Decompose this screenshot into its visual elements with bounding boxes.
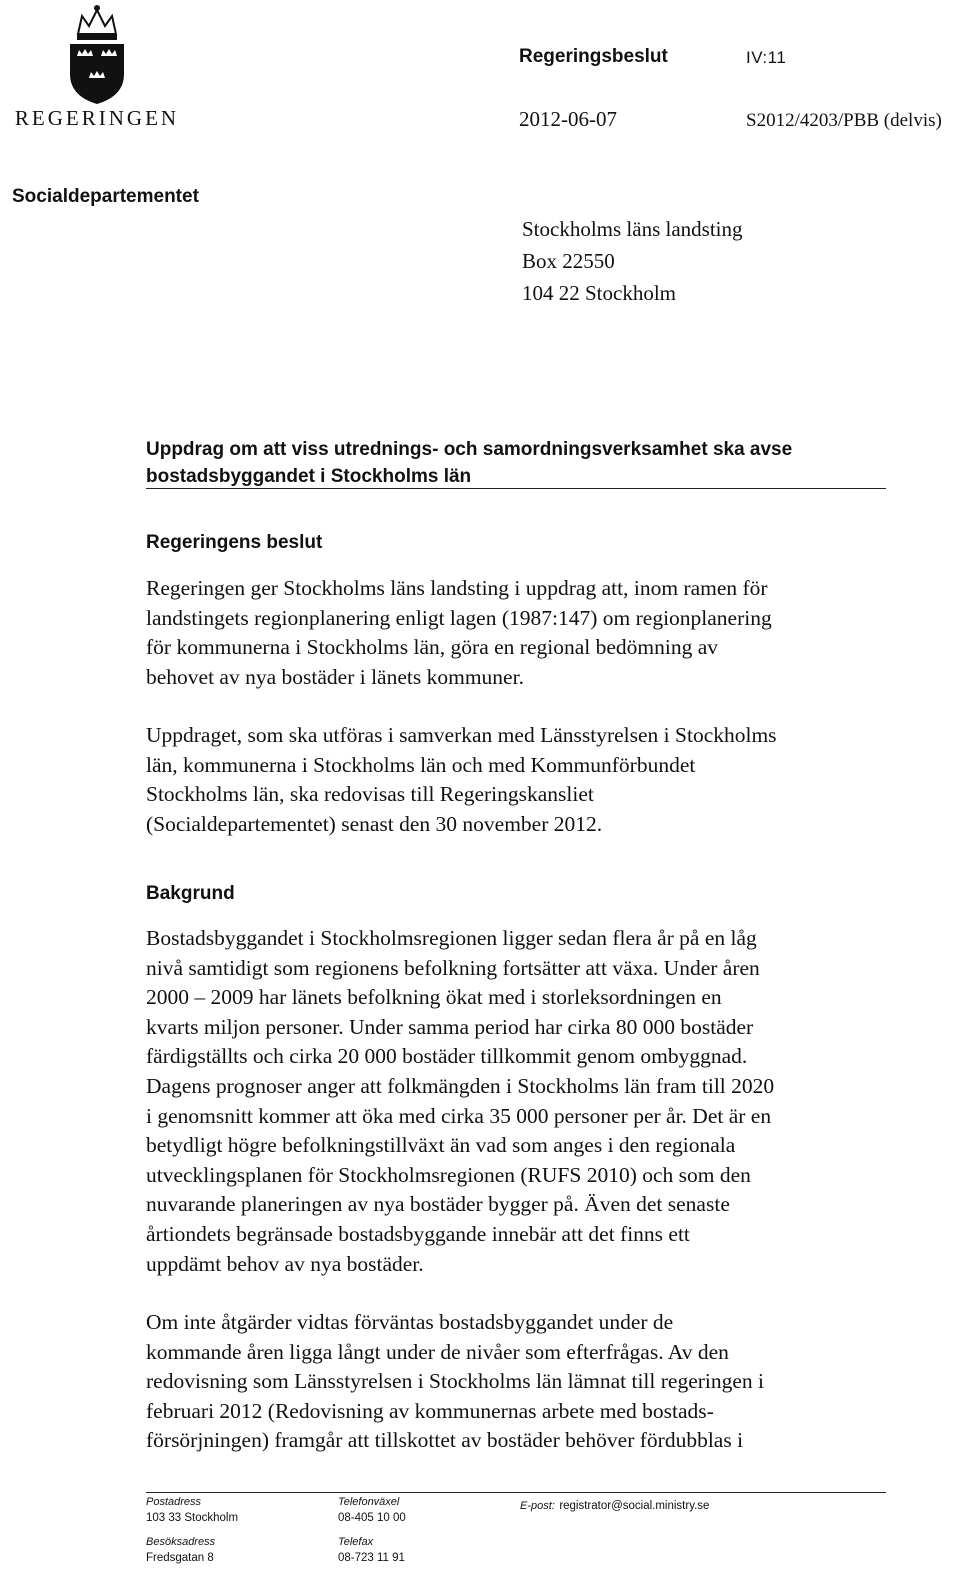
recipient-address <box>522 213 743 309</box>
text-line: i genomsnitt kommer att öka med cirka 35 000 personer per år. Det är en <box>146 1103 772 1128</box>
logo-wordmark: REGERINGEN <box>14 106 180 130</box>
email-label: E-post: <box>520 1500 555 1512</box>
fax-value: 08-723 11 91 <box>338 1552 405 1564</box>
text-line: uppdämt behov av nya bostäder. <box>146 1251 424 1276</box>
document-code: IV:11 <box>746 48 787 67</box>
postal-address-value: 103 33 Stockholm <box>146 1512 239 1524</box>
text-line: för kommunerna i Stockholms län, göra en regional bedömning av <box>146 635 719 660</box>
text-line: försörjningen) framgår att tillskottet av bostäder behöver fördubblas i <box>146 1428 744 1453</box>
visiting-address-value: Fredsgatan 8 <box>146 1552 214 1564</box>
text-line: Dagens prognoser anger att folkmängden i Stockholms län fram till 2020 <box>146 1073 775 1098</box>
email-row <box>520 1496 709 1514</box>
text-line: utvecklingsplanen för Stockholmsregionen (RUFS 2010) och som den <box>146 1162 751 1187</box>
recipient-box: Box 22550 <box>522 249 615 273</box>
subject-line: bostadsbyggandet i Stockholms län <box>146 466 472 487</box>
text-line: Stockholms län, ska redovisas till Regeringskansliet <box>146 782 594 807</box>
recipient-name: Stockholms läns landsting <box>522 217 743 241</box>
section-heading-bakgrund: Bakgrund <box>146 883 235 904</box>
paragraph-bakgrund-2 <box>146 1308 906 1456</box>
text-line: behovet av nya bostäder i länets kommuner. <box>146 664 524 689</box>
text-line: kommande åren ligga långt under de nivåer som efterfrågas. Av den <box>146 1339 729 1364</box>
text-line: årtiondets begränsade bostadsbyggande innebär att det finns ett <box>146 1221 690 1246</box>
document-date: 2012-06-07 <box>519 107 617 131</box>
email-link[interactable]: registrator@social.ministry.se <box>559 1500 710 1512</box>
text-line: kvarts miljon personer. Under samma period har cirka 80 000 bostäder <box>146 1014 754 1039</box>
text-line: län, kommunerna i Stockholms län och med Kommunförbundet <box>146 752 696 777</box>
paragraph-beslut-2 <box>146 721 906 839</box>
text-line: (Socialdepartementet) senast den 30 november 2012. <box>146 811 603 836</box>
paragraph-bakgrund-1 <box>146 924 906 1279</box>
recipient-city: 104 22 Stockholm <box>522 281 677 305</box>
text-line: Bostadsbyggandet i Stockholmsregionen ligger sedan flera år på en låg <box>146 926 757 950</box>
text-line: landstingets regionplanering enligt lagen (1987:147) om regionplanering <box>146 605 772 630</box>
text-line: februari 2012 (Redovisning av kommunernas arbete med bostads- <box>146 1398 714 1423</box>
paragraph-beslut-1 <box>146 574 906 692</box>
department-name: Socialdepartementet <box>12 186 199 207</box>
text-line: färdigställts och cirka 20 000 bostäder tillkommit genom ombyggnad. <box>146 1044 748 1069</box>
coat-of-arms-icon <box>64 4 130 106</box>
document-reference: S2012/4203/PBB (delvis) <box>746 110 942 131</box>
text-line: redovisning som Länsstyrelsen i Stockholms län lämnat till regeringen i <box>146 1369 765 1394</box>
government-logo <box>8 4 186 134</box>
subject-divider <box>146 488 886 489</box>
footer-divider <box>146 1492 886 1493</box>
text-line: Om inte åtgärder vidtas förväntas bostadsbyggandet under de <box>146 1310 674 1334</box>
text-line: nivå samtidigt som regionens befolkning fortsätter att växa. Under åren <box>146 955 760 980</box>
subject-title <box>146 436 886 490</box>
text-line: 2000 – 2009 har länets befolkning ökat med i storleksordningen en <box>146 985 722 1010</box>
text-line: Regeringen ger Stockholms läns landsting i uppdrag att, inom ramen för <box>146 576 768 600</box>
text-line: Uppdraget, som ska utföras i samverkan med Länsstyrelsen i Stockholms <box>146 723 777 747</box>
fax-label: Telefax <box>338 1536 374 1548</box>
text-line: betydligt högre befolkningstillväxt än vad som anges i den regionala <box>146 1133 736 1158</box>
text-line: nuvarande planeringen av nya bostäder bygger på. Även det senaste <box>146 1192 730 1217</box>
visiting-address-label: Besöksadress <box>146 1536 216 1548</box>
section-heading-beslut: Regeringens beslut <box>146 532 323 553</box>
document-type: Regeringsbeslut <box>519 46 668 67</box>
switchboard-value: 08-405 10 00 <box>338 1512 406 1524</box>
postal-address-label: Postadress <box>146 1496 202 1508</box>
switchboard-label: Telefonväxel <box>338 1496 400 1508</box>
subject-line: Uppdrag om att viss utrednings- och samordningsverksamhet ska avse <box>146 439 793 460</box>
